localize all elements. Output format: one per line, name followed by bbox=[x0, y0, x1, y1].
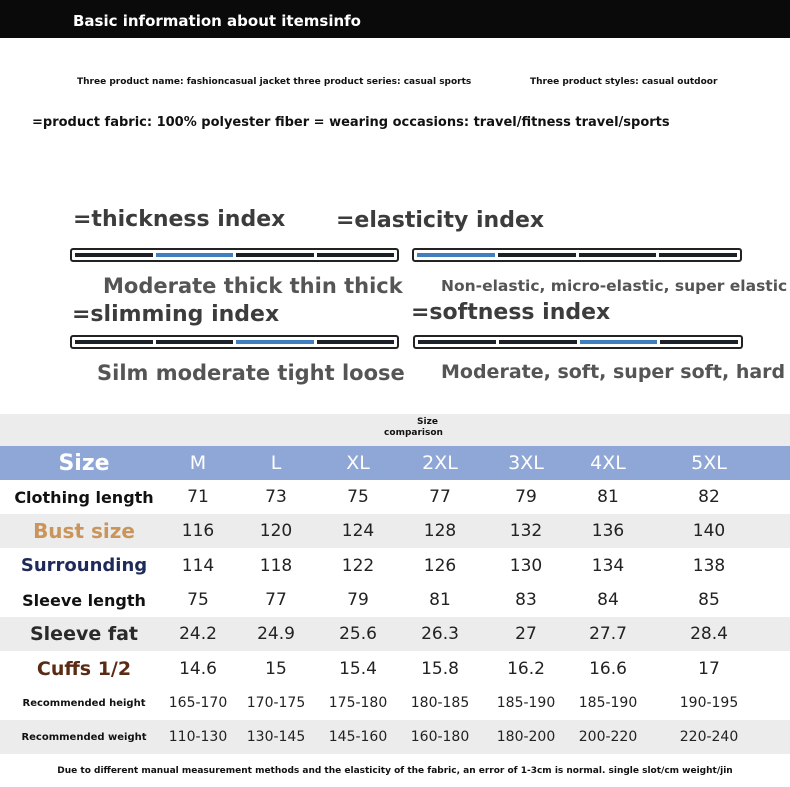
table-cell: 16.2 bbox=[507, 658, 545, 679]
table-cell: 73 bbox=[265, 487, 287, 507]
scale-segment bbox=[417, 253, 495, 257]
thickness-index-title: =thickness index bbox=[73, 207, 286, 232]
table-cell: 185-190 bbox=[578, 695, 638, 711]
scale-segment bbox=[418, 340, 496, 344]
size-header-cell: 2XL bbox=[422, 452, 458, 474]
product-fabric-info: =product fabric: 100% polyester fiber = wearing occasions: travel/fitness travel/sports bbox=[32, 115, 670, 130]
size-comparison-caption: Size comparison bbox=[384, 417, 443, 438]
table-row bbox=[0, 651, 790, 686]
table-cell: 165-170 bbox=[168, 695, 228, 711]
table-cell: 81 bbox=[429, 590, 451, 610]
table-cell: 140 bbox=[692, 521, 726, 541]
table-row bbox=[0, 720, 790, 754]
row-label: Recommended weight bbox=[21, 731, 147, 743]
table-cell: 126 bbox=[423, 555, 457, 576]
table-row bbox=[0, 514, 790, 548]
table-cell: 145-160 bbox=[328, 729, 388, 745]
scale-segment bbox=[317, 253, 395, 257]
scale-segment bbox=[75, 253, 153, 257]
scale-segment bbox=[236, 340, 314, 344]
scale-segment bbox=[580, 340, 658, 344]
row-label: Cuffs 1/2 bbox=[36, 657, 132, 680]
table-cell: 15.8 bbox=[421, 658, 459, 679]
table-cell: 138 bbox=[692, 555, 726, 576]
elasticity-scale bbox=[412, 248, 742, 262]
slimming-scale bbox=[70, 335, 399, 349]
table-cell: 79 bbox=[515, 487, 537, 507]
table-cell: 84 bbox=[597, 590, 619, 610]
page-title: Basic information about itemsinfo bbox=[73, 12, 361, 30]
scale-segment bbox=[660, 340, 738, 344]
table-cell: 180-200 bbox=[496, 729, 556, 745]
size-header-cell: 3XL bbox=[508, 452, 544, 474]
table-cell: 77 bbox=[265, 590, 287, 610]
scale-segment bbox=[156, 253, 234, 257]
table-cell: 77 bbox=[429, 487, 451, 507]
table-cell: 15.4 bbox=[339, 658, 377, 679]
table-cell: 118 bbox=[259, 555, 293, 576]
product-styles-info: Three product styles: casual outdoor bbox=[530, 77, 718, 87]
table-cell: 170-175 bbox=[246, 695, 306, 711]
table-cell: 75 bbox=[187, 590, 209, 610]
table-cell: 175-180 bbox=[328, 695, 388, 711]
scale-segment bbox=[156, 340, 234, 344]
scale-segment bbox=[498, 253, 576, 257]
scale-segment bbox=[317, 340, 395, 344]
size-comparison-caption-row bbox=[0, 414, 790, 446]
row-label: Clothing length bbox=[14, 487, 154, 507]
table-cell: 180-185 bbox=[410, 695, 470, 711]
scale-segment bbox=[499, 340, 577, 344]
table-cell: 85 bbox=[698, 590, 720, 610]
table-cell: 17 bbox=[698, 658, 720, 679]
table-row bbox=[0, 686, 790, 720]
table-cell: 16.6 bbox=[589, 658, 627, 679]
table-cell: 120 bbox=[259, 521, 293, 541]
row-label: Sleeve length bbox=[22, 590, 146, 610]
elasticity-index-title: =elasticity index bbox=[336, 208, 545, 233]
table-row bbox=[0, 548, 790, 583]
softness-index-desc: Moderate, soft, super soft, hard bbox=[441, 361, 786, 383]
table-cell: 200-220 bbox=[578, 729, 638, 745]
table-cell: 26.3 bbox=[421, 624, 459, 644]
table-cell: 130 bbox=[509, 555, 543, 576]
table-cell: 24.9 bbox=[257, 624, 295, 644]
size-header-cell: XL bbox=[346, 452, 370, 474]
table-cell: 160-180 bbox=[410, 729, 470, 745]
table-row bbox=[0, 583, 790, 617]
table-cell: 75 bbox=[347, 487, 369, 507]
size-header-cell: L bbox=[270, 452, 282, 474]
softness-index-title: =softness index bbox=[411, 300, 611, 325]
table-cell: 14.6 bbox=[179, 658, 217, 679]
table-cell: 130-145 bbox=[246, 729, 306, 745]
size-header-label: Size bbox=[58, 450, 110, 476]
table-cell: 71 bbox=[187, 487, 209, 507]
scale-segment bbox=[75, 340, 153, 344]
row-label: Surrounding bbox=[20, 555, 148, 576]
table-cell: 220-240 bbox=[679, 729, 739, 745]
table-row bbox=[0, 480, 790, 514]
table-cell: 15 bbox=[265, 658, 287, 679]
thickness-index-desc: Moderate thick thin thick bbox=[103, 274, 403, 298]
size-header-cell: M bbox=[189, 452, 207, 474]
row-label: Recommended height bbox=[22, 697, 146, 709]
table-cell: 83 bbox=[515, 590, 537, 610]
footer-note: Due to different manual measurement methods and the elasticity of the fabric, an error of 1-3cm is normal. single slot/cm weight/jin bbox=[57, 766, 733, 776]
table-row bbox=[0, 617, 790, 651]
size-header-row bbox=[0, 446, 790, 480]
softness-scale bbox=[413, 335, 743, 349]
scale-segment bbox=[579, 253, 657, 257]
scale-segment bbox=[659, 253, 737, 257]
row-label: Sleeve fat bbox=[29, 623, 139, 645]
slimming-index-title: =slimming index bbox=[72, 302, 280, 327]
size-header-cell: 4XL bbox=[590, 452, 626, 474]
table-cell: 136 bbox=[591, 521, 625, 541]
product-name-info: Three product name: fashioncasual jacket three product series: casual sports bbox=[77, 77, 472, 87]
table-cell: 24.2 bbox=[179, 624, 217, 644]
table-cell: 27 bbox=[515, 624, 537, 644]
table-cell: 134 bbox=[591, 555, 625, 576]
elasticity-index-desc: Non-elastic, micro-elastic, super elastic bbox=[441, 277, 788, 295]
scale-segment bbox=[236, 253, 314, 257]
size-header-cell: 5XL bbox=[691, 452, 727, 474]
table-cell: 114 bbox=[181, 555, 215, 576]
table-cell: 190-195 bbox=[679, 695, 739, 711]
table-cell: 110-130 bbox=[168, 729, 228, 745]
row-label: Bust size bbox=[33, 519, 135, 543]
table-cell: 28.4 bbox=[690, 624, 728, 644]
table-cell: 185-190 bbox=[496, 695, 556, 711]
thickness-scale bbox=[70, 248, 399, 262]
table-cell: 132 bbox=[509, 521, 543, 541]
table-cell: 25.6 bbox=[339, 624, 377, 644]
table-cell: 79 bbox=[347, 590, 369, 610]
table-cell: 124 bbox=[341, 521, 375, 541]
table-cell: 81 bbox=[597, 487, 619, 507]
table-cell: 82 bbox=[698, 487, 720, 507]
table-cell: 116 bbox=[181, 521, 215, 541]
table-cell: 122 bbox=[341, 555, 375, 576]
table-cell: 27.7 bbox=[589, 624, 627, 644]
slimming-index-desc: Silm moderate tight loose bbox=[97, 361, 405, 385]
table-cell: 128 bbox=[423, 521, 457, 541]
